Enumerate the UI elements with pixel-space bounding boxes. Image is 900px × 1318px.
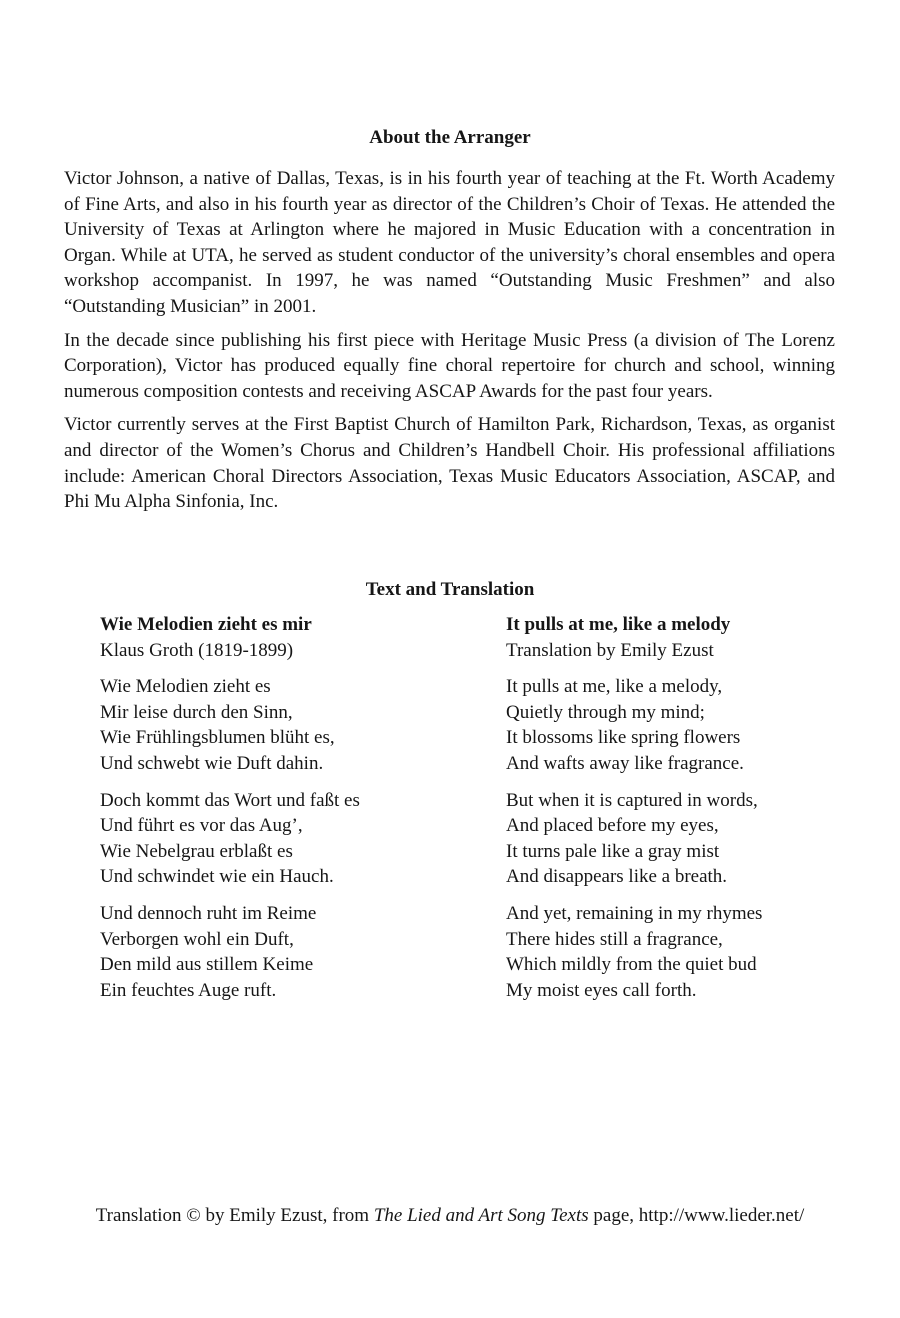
text-translation-heading: Text and Translation xyxy=(365,579,535,600)
german-stanza-1 xyxy=(100,674,480,776)
poem-line: Den mild aus stillem Keime xyxy=(100,954,314,976)
translation-line: And disappears like a breath. xyxy=(506,866,728,888)
german-poem xyxy=(100,612,480,1003)
german-stanza-3 xyxy=(100,901,480,1003)
poem-line: Wie Frühlingsblumen blüht es, xyxy=(100,727,335,749)
english-stanza-2 xyxy=(506,788,866,890)
about-paragraph-2: In the decade since publishing his first piece with Heritage Music Press (a division of The Lorenz Corporation), Victor has produced equally fine choral repertoire for church and school, winning numerous composition contests and receiving ASCAP Awards for the past four years. xyxy=(64,329,835,402)
poem-line: Und führt es vor das Aug’, xyxy=(100,815,303,837)
poem-line: Und schwindet wie ein Hauch. xyxy=(100,866,334,888)
english-author: Translation by Emily Ezust xyxy=(506,639,714,661)
translation-line: There hides still a fragrance, xyxy=(506,928,723,950)
translation-credit xyxy=(0,1204,900,1228)
translation-line: And wafts away like fragrance. xyxy=(506,752,744,774)
about-paragraph-1: Victor Johnson, a native of Dallas, Texas, is in his fourth year of teaching at the Ft. Worth Academy of Fine Arts, and also in his fourth year as director of the Children’s Choir of Texas. He attended the University of Texas at Arlington where he majored in Music Education with a concentration in Organ. While at UTA, he served as student conductor of the university’s choral ensembles and opera workshop accompanist. In 1997, he was named “Outstanding Music Freshmen” and also “Outstanding Musician” in 2001. xyxy=(64,168,835,317)
english-title: It pulls at me, like a melody xyxy=(506,614,731,635)
translation-line: But when it is captured in words, xyxy=(506,789,758,811)
credit-prefix: Translation © by Emily Ezust, from xyxy=(95,1205,374,1226)
poem-line: Ein feuchtes Auge ruft. xyxy=(100,979,277,1001)
credit-source-title: The Lied and Art Song Texts xyxy=(373,1205,589,1226)
poem-line: Und schwebt wie Duft dahin. xyxy=(100,752,324,774)
poem-line: Und dennoch ruht im Reime xyxy=(100,902,317,924)
translation-line: Quietly through my mind; xyxy=(506,701,705,723)
about-paragraph-3: Victor currently serves at the First Baptist Church of Hamilton Park, Richardson, Texas, as organist and director of the Women’s Chorus and Children’s Handbell Choir. His professional affiliations include: American Choral Directors Association, Texas Music Educators Association, ASCAP, and Phi Mu Alpha Sinfonia, Inc. xyxy=(64,414,835,513)
german-title: Wie Melodien zieht es mir xyxy=(100,614,312,635)
translation-line: It turns pale like a gray mist xyxy=(506,840,720,862)
about-heading: About the Arranger xyxy=(369,127,531,148)
english-stanza-1 xyxy=(506,674,866,776)
poem-line: Wie Nebelgrau erblaßt es xyxy=(100,840,293,862)
poem-line: Mir leise durch den Sinn, xyxy=(100,701,293,723)
german-author: Klaus Groth (1819-1899) xyxy=(100,639,294,661)
translation-line: It pulls at me, like a melody, xyxy=(506,676,723,698)
about-body xyxy=(64,166,835,523)
translation-line: It blossoms like spring flowers xyxy=(506,727,741,749)
english-translation xyxy=(506,612,866,1003)
credit-suffix: page, http://www.lieder.net/ xyxy=(588,1205,805,1226)
poem-line: Verborgen wohl ein Duft, xyxy=(100,928,294,950)
translation-line: My moist eyes call forth. xyxy=(506,979,697,1001)
poem-line: Wie Melodien zieht es xyxy=(100,676,271,698)
translation-line: And yet, remaining in my rhymes xyxy=(506,902,763,924)
translation-line: Which mildly from the quiet bud xyxy=(506,954,757,976)
english-stanza-3 xyxy=(506,901,866,1003)
translation-line: And placed before my eyes, xyxy=(506,815,719,837)
german-stanza-2 xyxy=(100,788,480,890)
poem-line: Doch kommt das Wort und faßt es xyxy=(100,789,360,811)
